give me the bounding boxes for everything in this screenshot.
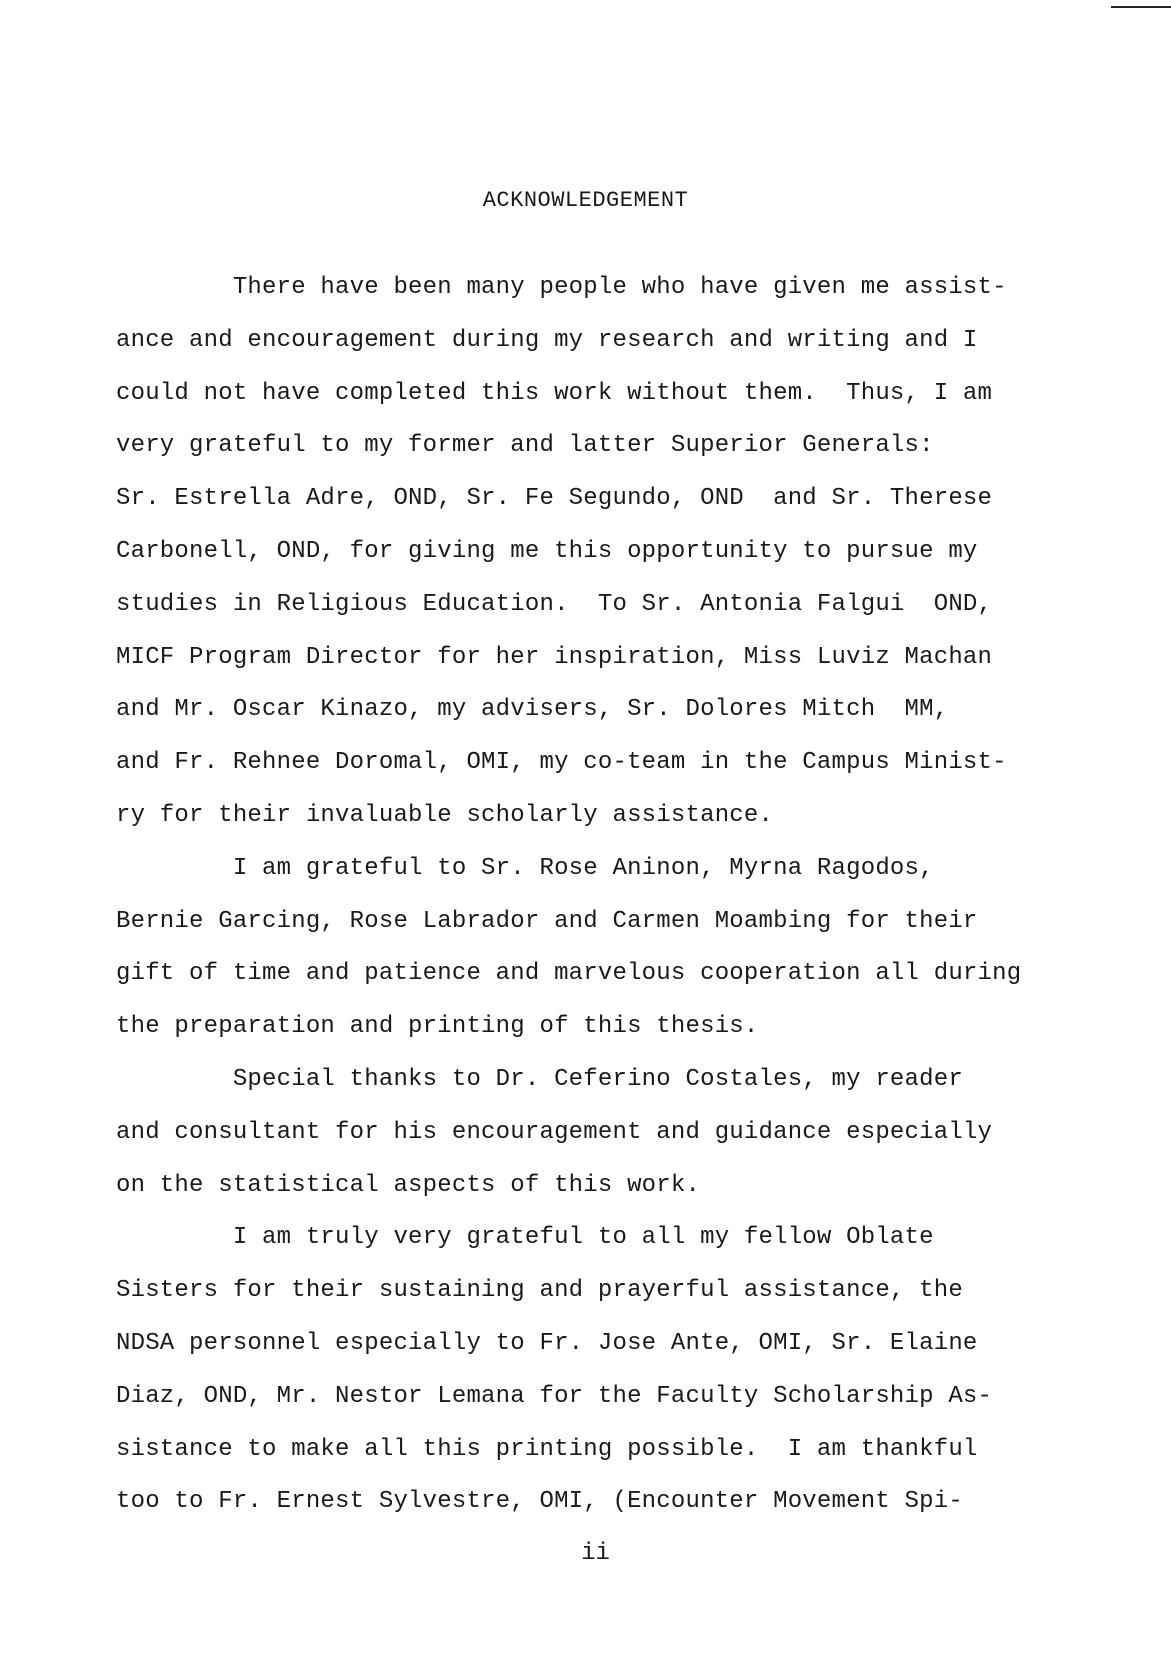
text-line: Bernie Garcing, Rose Labrador and Carmen Moambing for their bbox=[116, 907, 978, 935]
text-line: ry for their invaluable scholarly assistance. bbox=[116, 801, 774, 829]
text-line: NDSA personnel especially to Fr. Jose Ante, OMI, Sr. Elaine bbox=[116, 1329, 978, 1357]
text-line: I am truly very grateful to all my fellow Oblate bbox=[116, 1224, 934, 1252]
text-line: too to Fr. Ernest Sylvestre, OMI, (Encounter Movement Spi- bbox=[116, 1488, 963, 1516]
body-text bbox=[116, 262, 1116, 1529]
text-line: Special thanks to Dr. Ceferino Costales, my reader bbox=[116, 1065, 963, 1093]
text-line: Carbonell, OND, for giving me this opportunity to pursue my bbox=[116, 537, 978, 565]
text-line: could not have completed this work without them. Thus, I am bbox=[116, 379, 993, 407]
text-line: and consultant for his encouragement and guidance especially bbox=[116, 1118, 993, 1146]
text-line: very grateful to my former and latter Superior Generals: bbox=[116, 432, 934, 460]
scan-mark bbox=[1111, 6, 1171, 8]
text-line: and Mr. Oscar Kinazo, my advisers, Sr. Dolores Mitch MM, bbox=[116, 696, 949, 724]
page-heading: ACKNOWLEDGEMENT bbox=[482, 188, 689, 213]
text-line: ance and encouragement during my research and writing and I bbox=[116, 326, 978, 354]
text-line: and Fr. Rehnee Doromal, OMI, my co-team in the Campus Minist- bbox=[116, 749, 1007, 777]
text-line: the preparation and printing of this thesis. bbox=[116, 1013, 759, 1041]
page-number: ii bbox=[581, 1540, 610, 1567]
text-line: Sisters for their sustaining and prayerful assistance, the bbox=[116, 1277, 963, 1305]
text-line: studies in Religious Education. To Sr. Antonia Falgui OND, bbox=[116, 590, 993, 618]
text-line: gift of time and patience and marvelous cooperation all during bbox=[116, 960, 1022, 988]
text-line: Sr. Estrella Adre, OND, Sr. Fe Segundo, OND and Sr. Therese bbox=[116, 485, 993, 513]
text-line: MICF Program Director for her inspiration, Miss Luviz Machan bbox=[116, 643, 993, 671]
text-line: on the statistical aspects of this work. bbox=[116, 1171, 701, 1199]
text-line: sistance to make all this printing possible. I am thankful bbox=[116, 1435, 978, 1463]
text-line: There have been many people who have given me assist- bbox=[116, 274, 1007, 301]
text-line: I am grateful to Sr. Rose Aninon, Myrna Ragodos, bbox=[116, 854, 934, 882]
text-line: Diaz, OND, Mr. Nestor Lemana for the Faculty Scholarship As- bbox=[116, 1382, 993, 1410]
